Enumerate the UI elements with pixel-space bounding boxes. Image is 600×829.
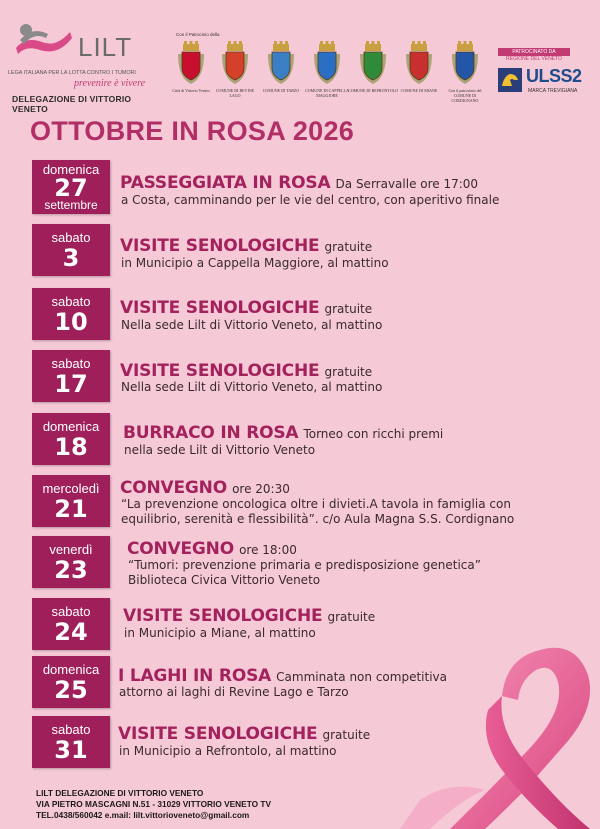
date-weekday: venerdì — [49, 542, 93, 557]
event-title: CONVEGNO — [127, 539, 234, 559]
crest-shield-icon — [450, 40, 480, 86]
page-title: OTTOBRE IN ROSA 2026 — [30, 116, 355, 146]
date-number: 27 — [54, 174, 88, 202]
sponsor-box — [498, 48, 596, 100]
date-number: 10 — [54, 308, 88, 336]
event-detail: Camminata non competitiva — [276, 670, 447, 684]
event-heading — [118, 724, 370, 744]
event-detail: Da Serravalle ore 17:00 — [335, 177, 479, 191]
date-box — [32, 598, 110, 650]
date-number: 23 — [54, 556, 88, 584]
event-detail: gratuite — [322, 728, 371, 742]
date-weekday: sabato — [51, 604, 91, 619]
logo-subtitle: LEGA ITALIANA PER LA LOTTA CONTRO I TUMORI — [8, 70, 136, 76]
event-title: PASSEGGIATA IN ROSA — [120, 173, 331, 193]
date-weekday: sabato — [51, 230, 91, 245]
date-weekday: sabato — [51, 294, 91, 309]
crest-shield-icon — [220, 40, 250, 86]
delegation-name: DELEGAZIONE DI VITTORIO VENETO — [12, 94, 132, 114]
event-heading — [123, 423, 443, 443]
ulss-name: ULSS2 — [526, 66, 582, 86]
lilt-logo — [8, 8, 168, 114]
crest-shield-icon — [176, 40, 206, 86]
event-detail: Torneo con ricchi premi — [303, 427, 444, 441]
event-detail: gratuite — [324, 240, 373, 254]
event-title: VISITE SENOLOGICHE — [120, 298, 320, 318]
event-title: VISITE SENOLOGICHE — [120, 236, 320, 256]
crest-7 — [444, 40, 486, 102]
header — [0, 0, 600, 112]
logo-text: LILT — [78, 32, 133, 62]
crest-label: COMUNE DI TARZO — [262, 88, 300, 93]
crest-shield-icon — [266, 40, 296, 86]
event-detail: gratuite — [327, 610, 376, 624]
footer-org: LILT DELEGAZIONE DI VITTORIO VENETO — [36, 788, 204, 798]
event-heading — [120, 361, 372, 381]
event-description: in Municipio a Miane, al mattino — [124, 626, 316, 640]
ulss-subtitle: MARCA TREVIGIANA — [528, 88, 578, 94]
crest-2 — [214, 40, 256, 102]
date-month: settembre — [44, 198, 98, 212]
date-box — [32, 716, 110, 768]
crest-1 — [170, 40, 212, 102]
date-weekday: domenica — [42, 662, 100, 677]
event-title: BURRACO IN ROSA — [123, 423, 299, 443]
event-title: VISITE SENOLOGICHE — [123, 606, 323, 626]
date-number: 25 — [54, 676, 88, 704]
crest-label: COMUNE DI REVINE LAGO — [215, 88, 255, 98]
date-weekday: sabato — [51, 722, 91, 737]
pink-ribbon-icon — [390, 630, 600, 829]
event-title: CONVEGNO — [120, 478, 227, 498]
event-description: in Municipio a Cappella Maggiore, al mattino — [121, 256, 389, 270]
patronage-title: Con il Patrocinio della — [176, 32, 220, 37]
ulss-lion-icon — [498, 68, 522, 92]
crest-5 — [348, 40, 398, 102]
date-number: 24 — [54, 618, 88, 646]
date-box — [32, 160, 110, 214]
event-description: “Tumori: prevenzione primaria e predisposizione genetica” Biblioteca Civica Vittorio Veneto — [128, 558, 481, 587]
event-heading — [120, 478, 290, 498]
event-title: VISITE SENOLOGICHE — [120, 361, 320, 381]
date-box — [32, 536, 110, 588]
date-box — [32, 475, 110, 527]
event-heading — [123, 606, 375, 626]
date-number: 21 — [54, 495, 88, 523]
crest-3 — [260, 40, 302, 102]
event-description: Nella sede Lilt di Vittorio Veneto, al mattino — [121, 380, 383, 394]
crest-label: COMUNE DI CAPPELLA MAGGIORE — [305, 88, 349, 98]
event-description: in Municipio a Refrontolo, al mattino — [119, 744, 337, 758]
crest-shield-icon — [404, 40, 434, 86]
date-box — [32, 350, 110, 402]
crest-label: Con il patrocinio del COMUNE DI CORDIGNANO — [448, 88, 482, 103]
crest-shield-icon — [312, 40, 342, 86]
logo-slogan: prevenire è vivere — [74, 78, 146, 89]
date-weekday: domenica — [42, 162, 100, 177]
crest-6 — [398, 40, 440, 102]
region-title: PATROCINATO DA — [498, 48, 570, 56]
event-description: “La prevenzione oncologica oltre i divieti.A tavola in famiglia con equilibrio, serenità e flessibilità”. c/o Aula Magna S.S. Cordignano — [121, 497, 515, 526]
event-description: attorno ai laghi di Revine Lago e Tarzo — [119, 685, 349, 699]
date-box — [32, 224, 110, 276]
lilt-figure-icon — [12, 18, 74, 62]
crest-label: Città di Vittorio Veneto — [172, 88, 210, 93]
event-heading — [120, 173, 478, 193]
event-title: I LAGHI IN ROSA — [118, 666, 272, 686]
date-box — [32, 288, 110, 340]
date-number: 18 — [54, 433, 88, 461]
event-heading — [127, 539, 297, 559]
crest-4 — [306, 40, 348, 102]
crest-shield-icon — [358, 40, 388, 86]
crest-label: COMUNE DI MIANE — [400, 88, 438, 93]
date-number: 17 — [54, 370, 88, 398]
event-title: VISITE SENOLOGICHE — [118, 724, 318, 744]
footer-contact — [36, 788, 271, 821]
crest-label: COMUNE DI REFRONTOLO — [348, 88, 398, 93]
event-heading — [120, 298, 372, 318]
municipal-crests — [170, 40, 490, 102]
date-box — [32, 413, 110, 465]
footer-address: VIA PIETRO MASCAGNI N.51 - 31029 VITTORIO VENETO TV — [36, 799, 271, 809]
date-number: 3 — [62, 244, 80, 272]
event-detail: ore 18:00 — [239, 543, 297, 557]
footer-phone-email: TEL.0438/560042 e.mail: lilt.vittorioveneto@gmail.com — [36, 810, 250, 820]
region-name: REGIONE DEL VENETO — [506, 56, 562, 62]
date-weekday: domenica — [42, 419, 100, 434]
date-weekday: mercoledì — [42, 481, 100, 496]
event-detail: ore 20:30 — [232, 482, 290, 496]
date-number: 31 — [54, 736, 88, 764]
event-heading — [120, 236, 372, 256]
event-detail: gratuite — [324, 302, 373, 316]
event-detail: gratuite — [324, 365, 373, 379]
date-box — [32, 656, 110, 708]
event-description: a Costa, camminando per le vie del centro, con aperitivo finale — [121, 193, 500, 207]
event-description: Nella sede Lilt di Vittorio Veneto, al mattino — [121, 318, 383, 332]
date-weekday: sabato — [51, 356, 91, 371]
event-description: nella sede Lilt di Vittorio Veneto — [124, 443, 316, 457]
